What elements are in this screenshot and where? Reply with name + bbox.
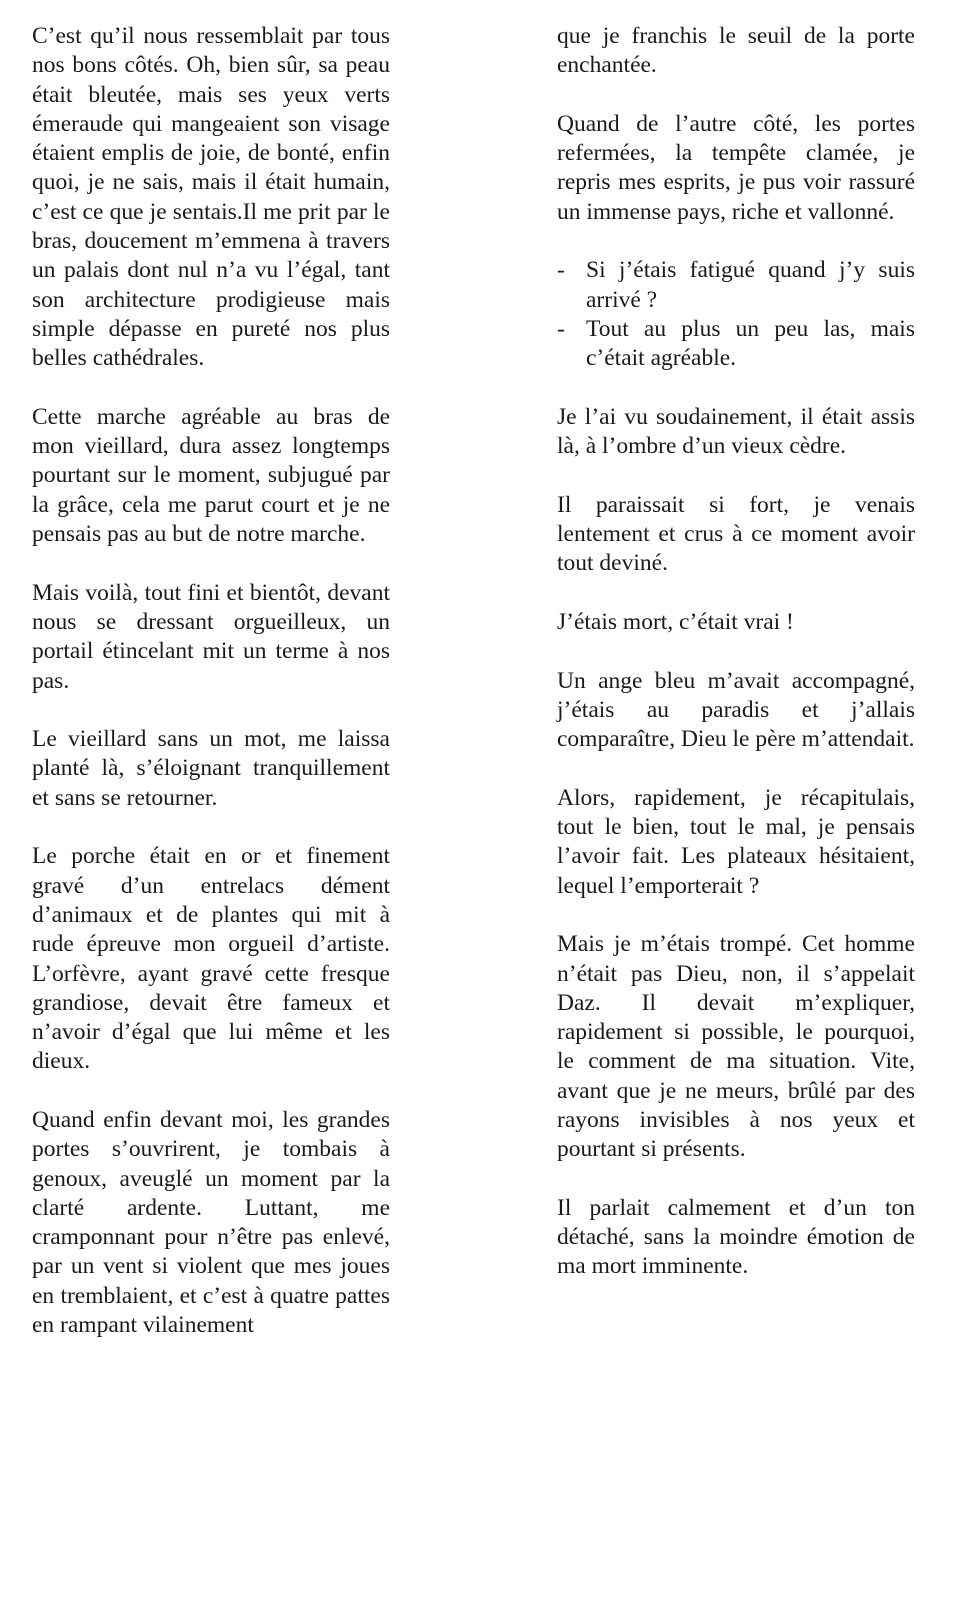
- paragraph: Il paraissait si fort, je venais lentement et crus à ce moment avoir tout deviné.: [557, 491, 915, 577]
- paragraph: Mais voilà, tout fini et bientôt, devant nous se dressant orgueilleux, un portail étincelant mit un terme à nos pas.: [32, 579, 390, 694]
- paragraph: Mais je m’étais trompé. Cet homme n’était pas Dieu, non, il s’appelait Daz. Il devait m’expliquer, rapidement si possible, le pourquoi, le comment de ma situation. Vite, avant que je ne meurs, brûlé par des rayons invisibles à nos yeux et pourtant si présents.: [557, 931, 915, 1163]
- left-column: [32, 22, 390, 1340]
- paragraph: Quand enfin devant moi, les grandes portes s’ouvrirent, je tombais à genoux, aveuglé un moment par la clarté ardente. Luttant, me cramponnant pour n’être pas enlevé, par un vent si violent que mes joues en tremblaient, et c’est à quatre pattes en rampant vilainement: [32, 1106, 390, 1339]
- paragraph: Quand de l’autre côté, les portes refermées, la tempête clamée, je repris mes esprits, je pus voir rassuré un immense pays, riche et vallonné.: [557, 110, 915, 225]
- dialogue-text: Si j’étais fatigué quand j’y suis arrivé ?: [586, 257, 915, 313]
- dialogue-item: [557, 315, 915, 374]
- paragraph: J’étais mort, c’était vrai !: [557, 608, 794, 635]
- dialogue-item: [557, 256, 915, 315]
- paragraph: Le vieillard sans un mot, me laissa planté là, s’éloignant tranquillement et sans se retourner.: [32, 726, 390, 811]
- dialogue-list: [557, 256, 915, 373]
- paragraph: Je l’ai vu soudainement, il était assis là, à l’ombre d’un vieux cèdre.: [557, 403, 915, 460]
- dash-marker: -: [557, 257, 565, 284]
- dash-marker: -: [557, 315, 565, 342]
- paragraph: que je franchis le seuil de la porte enchantée.: [557, 23, 915, 79]
- paragraph: C’est qu’il nous ressemblait par tous nos bons côtés. Oh, bien sûr, sa peau était bleutée, mais ses yeux verts émeraude qui mangeaient son visage étaient emplis de joie, de bonté, enfin quoi, je ne sais, mais il était humain, c’est ce que je sentais.Il me prit par le bras, doucement m’emmena à travers un palais dont nul n’a vu l’égal, tant son architecture prodigieuse mais simple dépasse en pureté nos plus belles cathédrales.: [32, 23, 390, 372]
- dialogue-text: Tout au plus un peu las, mais c’était agréable.: [586, 315, 915, 372]
- paragraph: Alors, rapidement, je récapitulais, tout le bien, tout le mal, je pensais l’avoir fait. Les plateaux hésitaient, lequel l’emporterait ?: [557, 784, 915, 899]
- paragraph: Le porche était en or et finement gravé d’un entrelacs dément d’animaux et de plantes qui mit à rude épreuve mon orgueil d’artiste. L’orfèvre, ayant gravé cette fresque grandiose, devait être fameux et n’avoir d’égal que lui même et les dieux.: [32, 843, 390, 1075]
- right-column: [557, 22, 915, 1282]
- paragraph: Il parlait calmement et d’un ton détaché, sans la moindre émotion de ma mort imminente.: [557, 1194, 915, 1280]
- paragraph: Cette marche agréable au bras de mon vieillard, dura assez longtemps pourtant sur le moment, subjugué par la grâce, cela me parut court et je ne pensais pas au but de notre marche.: [32, 403, 390, 548]
- paragraph: Un ange bleu m’avait accompagné, j’étais au paradis et j’allais comparaître, Dieu le père m’attendait.: [557, 667, 915, 753]
